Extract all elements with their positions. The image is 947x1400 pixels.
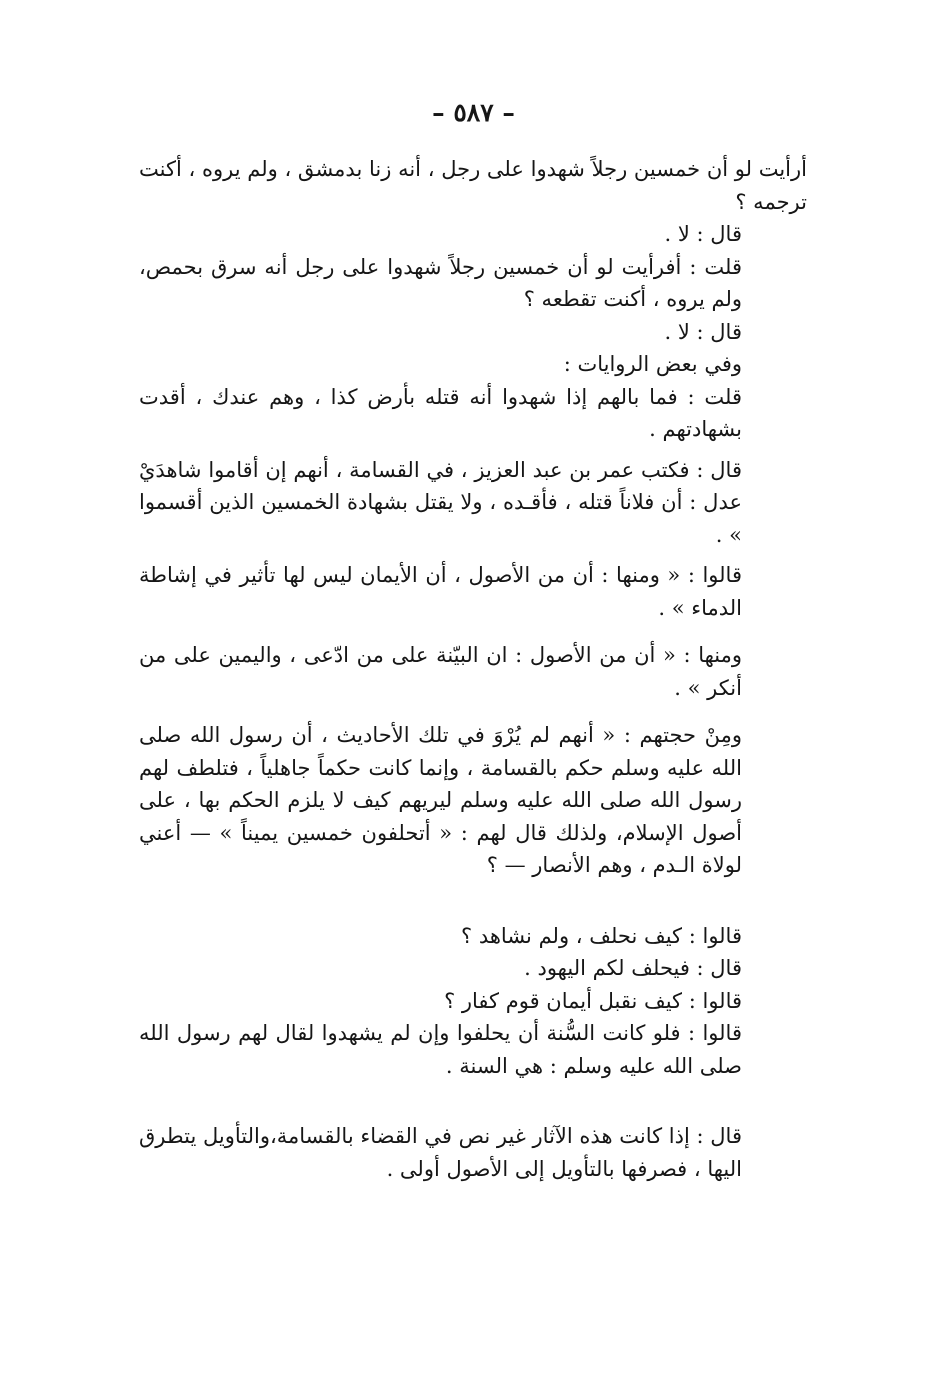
paragraph-8: قالوا : « ومنها : أن من الأصول ، أن الأيمان ليس لها تأثير في إشاطة الدماء » .: [139, 563, 742, 620]
paragraph-2: قال : لا .: [664, 222, 742, 246]
paragraph-4: قال : لا .: [664, 319, 742, 344]
page-number: – ٥٨٧ –: [432, 98, 515, 127]
paragraph-6: قلت : فما بالهم إذا شهدوا أنه قتله بأرض كذا ، وهم عندك ، أقدت بشهادتهم .: [139, 384, 742, 441]
paragraph-14: قالوا : فلو كانت السُّنة أن يحلفوا وإن لم يشهدوا لقال لهم رسول الله صلى الله عليه وسلم : هي السنة .: [139, 1021, 742, 1078]
paragraph-5: وفي بعض الروايات :: [563, 352, 742, 376]
page-body: [139, 153, 807, 1185]
paragraph-3: قلت : أفرأيت لو أن خمسين رجلاً شهدوا على رجل أنه سرق بحمص، ولم يروه ، أكنت تقطعه ؟: [139, 254, 742, 311]
paragraph-10: ومِنْ حجتهم : « أنهم لم يُرْوَ في تلك الأحاديث ، أن رسول الله صلى الله عليه وسلم حكم بالقسامة ، وإنما كانت حكماً جاهلياً ، فتلطف لهم رسول الله صلى الله عليه وسلم ليريهم كيف لا يلزم الحكم بها ، على أصول الإسلام، ولذلك قال لهم : « أتحلفون خمسين يميناً » — أعني لولاة الـدم ، وهم الأنصار — ؟: [139, 723, 742, 877]
paragraph-1: أرأيت لو أن خمسين رجلاً شهدوا على رجل ، أنه زنا بدمشق ، ولم يروه ، أكنت ترجمه ؟: [139, 157, 807, 214]
paragraph-7: قال : فكتب عمر بن عبد العزيز ، في القسامة ، أنهم إن أقاموا شاهدَيْ عدل : أن فلاناً قتله ، فأقـده ، ولا يقتل بشهادة الخمسين الذين أقسموا » .: [139, 457, 742, 547]
paragraph-12: قال : فيحلف لكم اليهود .: [524, 956, 742, 980]
paragraph-13: قالوا : كيف نقبل أيمان قوم كفار ؟: [444, 988, 742, 1013]
paragraph-11: قالوا : كيف نحلف ، ولم نشاهد ؟: [461, 923, 742, 948]
paragraph-15: قال : إذا كانت هذه الآثار غير نص في القضاء بالقسامة،والتأويل يتطرق اليها ، فصرفها بالتأويل إلى الأصول أولى .: [139, 1124, 742, 1181]
paragraph-9: ومنها : « أن من الأصول : ان البيّنة على من ادّعى ، واليمين على من أنكر » .: [139, 643, 742, 700]
